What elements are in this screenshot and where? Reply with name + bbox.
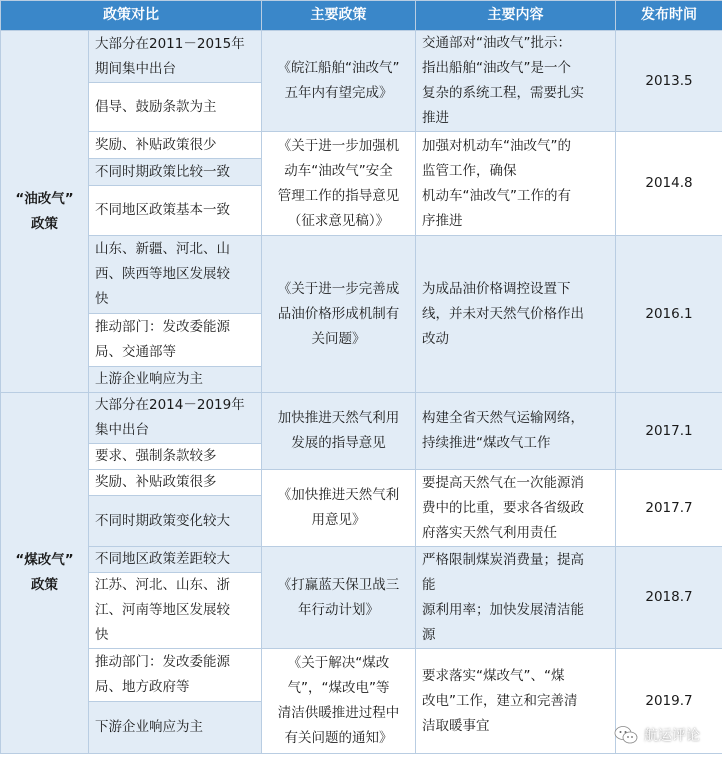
table-row [1, 547, 722, 573]
comparison-cell [89, 496, 262, 547]
wechat-icon [614, 725, 638, 745]
comparison-cell [89, 186, 262, 236]
comparison-text: 推动部门：发改委能源 局、地方政府等 [95, 654, 230, 695]
comparison-cell [89, 470, 262, 496]
policy-text: 《关于解决“煤改 气”，“煤改电”等 清洁供暖推进过程中 有关问题的通知》 [277, 655, 400, 746]
comparison-text: 要求、强制条款较多 [95, 448, 217, 464]
date-cell [616, 31, 722, 132]
category-cell [1, 393, 89, 754]
comparison-cell [89, 83, 262, 132]
table-row [1, 236, 722, 314]
content-cell [416, 649, 616, 754]
date-text: 2017.1 [645, 422, 693, 439]
content-text: 构建全省天然气运输网络， 持续推进“煤改气工作 [422, 410, 584, 451]
comparison-text: 倡导、鼓励条款为主 [95, 98, 217, 115]
comparison-cell [89, 547, 262, 573]
table-row [1, 470, 722, 496]
date-text: 2016.1 [645, 305, 693, 322]
date-cell [616, 470, 722, 547]
category-cell [1, 31, 89, 393]
policy-cell [262, 649, 416, 754]
header-date: 发布时间 [616, 1, 722, 31]
content-text: 加强对机动车“油改气”的 监管工作，确保 机动车“油改气”工作的有 序推进 [422, 137, 571, 229]
header-row [1, 1, 722, 31]
date-cell [616, 236, 722, 393]
comparison-cell [89, 132, 262, 159]
comparison-text: 大部分在2014－2019年 集中出台 [95, 397, 245, 438]
category-label: “油改气” 政策 [15, 190, 74, 232]
comparison-cell [89, 444, 262, 470]
date-cell [616, 547, 722, 649]
policy-text: 加快推进天然气利用 发展的指导意见 [277, 410, 400, 451]
table-row [1, 132, 722, 159]
comparison-text: 江苏、河北、山东、浙 江、河南等地区发展较 快 [95, 577, 230, 643]
comparison-text: 不同时期政策比较一致 [95, 163, 230, 180]
category-label: “煤改气” 政策 [15, 552, 74, 593]
comparison-cell [89, 314, 262, 367]
comparison-text: 奖励、补贴政策很多 [95, 474, 217, 490]
comparison-cell [89, 393, 262, 444]
policy-text: 《打赢蓝天保卫战三 年行动计划》 [277, 576, 400, 618]
date-text: 2018.7 [645, 589, 693, 605]
comparison-text: 上游企业响应为主 [95, 371, 203, 387]
comparison-cell [89, 649, 262, 702]
content-text: 严格限制煤炭消费量；提高 能 源利用率；加快发展清洁能 源 [422, 551, 584, 643]
table-row [1, 31, 722, 83]
date-cell [616, 393, 722, 470]
comparison-cell [89, 31, 262, 83]
comparison-text: 大部分在2011－2015年 期间集中出台 [95, 35, 245, 77]
content-cell [416, 132, 616, 236]
policy-text: 《关于进一步完善成 品油价格形成机制有 关问题》 [277, 280, 400, 347]
policy-cell [262, 132, 416, 236]
comparison-text: 不同地区政策基本一致 [95, 202, 230, 218]
date-text: 2017.7 [645, 499, 693, 516]
watermark-text: 航运评论 [644, 728, 700, 744]
comparison-text: 不同地区政策差距较大 [95, 551, 230, 567]
table-row [1, 649, 722, 702]
comparison-cell [89, 159, 262, 186]
content-text: 要求落实“煤改气”、“煤 改电”工作，建立和完善清 洁取暖事宜 [422, 667, 578, 734]
policy-cell [262, 236, 416, 393]
content-text: 要提高天然气在一次能源消 费中的比重，要求各省级政 府落实天然气利用责任 [422, 474, 584, 541]
policy-text: 《关于进一步加强机 动车“油改气”安全 管理工作的指导意见 （征求意见稿）》 [277, 137, 400, 229]
comparison-cell [89, 702, 262, 754]
comparison-text: 奖励、补贴政策很少 [95, 136, 217, 153]
content-cell [416, 31, 616, 132]
content-cell [416, 547, 616, 649]
comparison-cell [89, 573, 262, 649]
table-row [1, 393, 722, 444]
content-cell [416, 236, 616, 393]
comparison-cell [89, 367, 262, 393]
comparison-text: 推动部门：发改委能源 局、交通部等 [95, 319, 230, 360]
content-text: 为成品油价格调控设置下 线，并未对天然气价格作出 改动 [422, 280, 584, 347]
date-cell [616, 132, 722, 236]
comparison-text: 山东、新疆、河北、山 西、陕西等地区发展较 快 [95, 241, 230, 307]
watermark [614, 725, 700, 745]
date-text: 2019.7 [645, 692, 693, 709]
content-cell [416, 470, 616, 547]
policy-cell [262, 393, 416, 470]
header-comparison: 政策对比 [1, 1, 262, 31]
policy-cell [262, 547, 416, 649]
date-text: 2014.8 [645, 175, 693, 191]
policy-cell [262, 31, 416, 132]
comparison-cell [89, 236, 262, 314]
content-text: 交通部对“油改气”批示： 指出船舶“油改气”是一个 复杂的系统工程，需要扎实 推进 [422, 35, 584, 126]
content-cell [416, 393, 616, 470]
policy-text: 《加快推进天然气利 用意见》 [277, 487, 400, 528]
policy-cell [262, 470, 416, 547]
header-content: 主要内容 [416, 1, 616, 31]
header-policy: 主要政策 [262, 1, 416, 31]
comparison-text: 不同时期政策变化较大 [95, 512, 230, 529]
date-text: 2013.5 [645, 72, 693, 89]
comparison-text: 下游企业响应为主 [95, 719, 203, 735]
policy-text: 《皖江船舶“油改气” 五年内有望完成》 [277, 60, 400, 101]
